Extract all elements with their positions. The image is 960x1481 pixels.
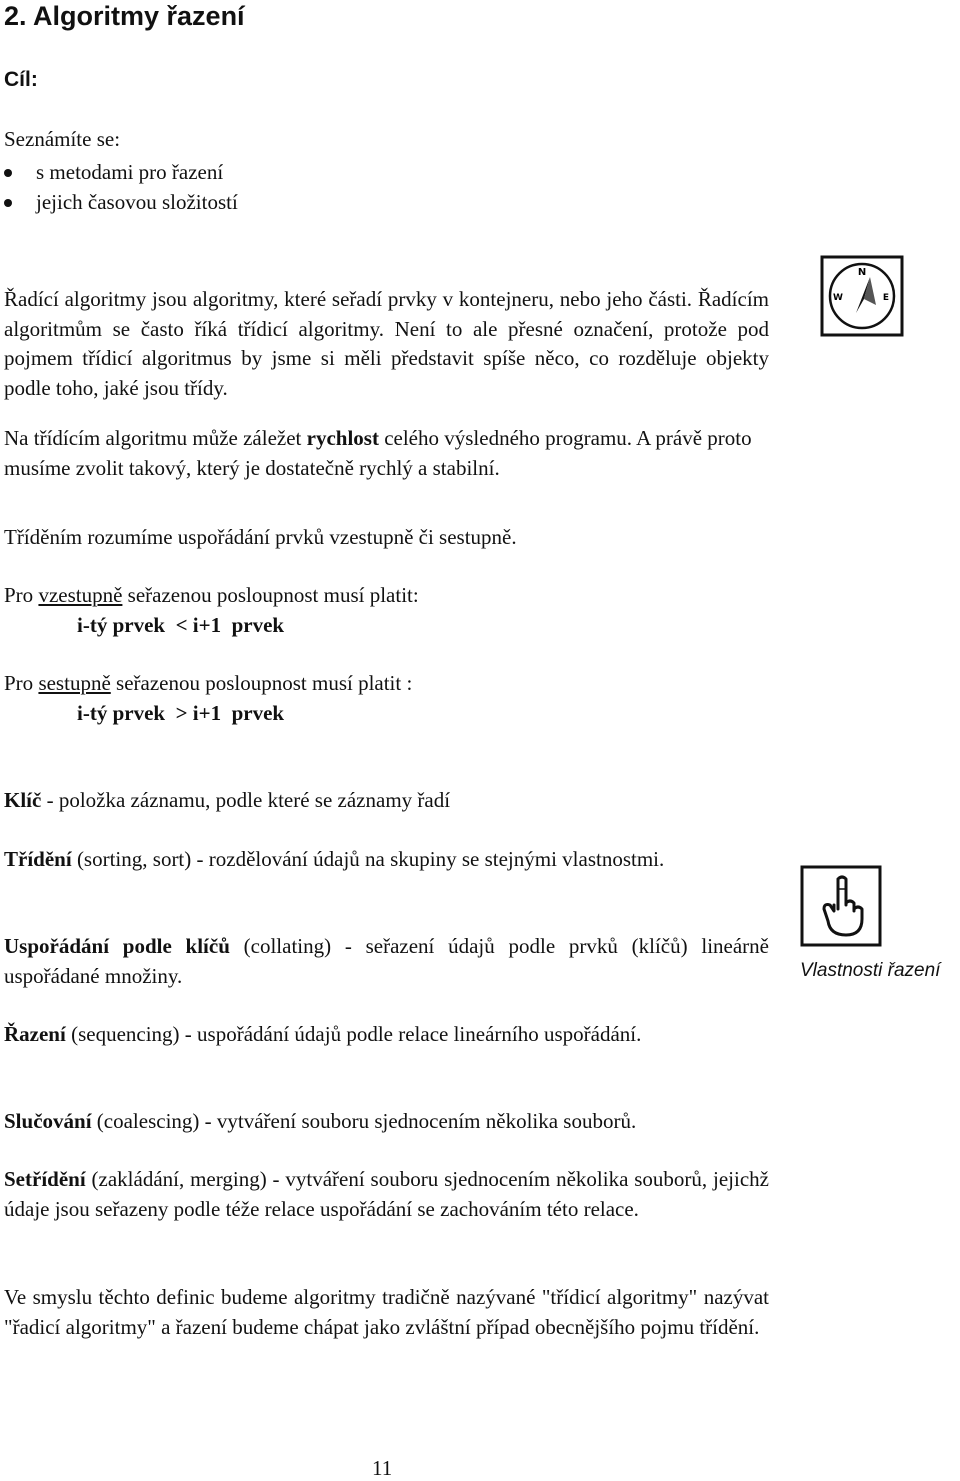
definition-coalescing: Slučování (coalescing) - vytváření souboru sjednocením několika souborů. bbox=[4, 1109, 637, 1133]
definition-merging: Setřídění (zakládání, merging) - vytváření souboru sjednocením několika souborů, jejichž údaje jsou seřazeny podle téže relace uspořádání se zachováním této relace. bbox=[4, 1167, 769, 1221]
compass-letter-n: N bbox=[857, 267, 867, 278]
goal-label: Cíl: bbox=[4, 68, 38, 91]
compass-icon bbox=[820, 255, 904, 337]
chapter-heading: 2. Algoritmy řazení bbox=[4, 1, 245, 31]
underlined-word: vzestupně bbox=[38, 583, 123, 607]
definition-term: Třídění bbox=[4, 847, 72, 871]
definition-term: Klíč bbox=[4, 788, 42, 812]
ascending-rule: Pro vzestupně seřazenou posloupnost musí platit: bbox=[4, 583, 419, 607]
definition-term: Uspořádání podle klíčů bbox=[4, 934, 230, 958]
side-note-label: Vlastnosti řazení bbox=[800, 960, 941, 981]
paragraph-sorting: Tříděním rozumíme uspořádání prvků vzestupně či sestupně. bbox=[4, 525, 517, 549]
list-item: jejich časovou složitostí bbox=[0, 187, 600, 217]
definition-collating: Uspořádání podle klíčů (collating) - seřazení údajů podle prvků (klíčů) lineárně uspořádané množiny. bbox=[4, 934, 769, 988]
definition-key: Klíč - položka záznamu, podle které se záznamy řadí bbox=[4, 788, 451, 812]
definition-sorting: Třídění (sorting, sort) - rozdělování údajů na skupiny se stejnými vlastnostmi. bbox=[4, 847, 665, 871]
goal-list bbox=[0, 157, 600, 217]
compass-letter-e: E bbox=[882, 293, 890, 303]
compass-letter-w: W bbox=[833, 293, 843, 303]
descending-rule: Pro sestupně seřazenou posloupnost musí platit : bbox=[4, 671, 413, 695]
underlined-word: sestupně bbox=[38, 671, 111, 695]
page-number: 11 bbox=[372, 1456, 393, 1480]
paragraph-conclusion: Ve smyslu těchto definic budeme algoritmy tradičně nazývané "třídicí algoritmy" nazývat "řadicí algoritmy" a řazení budeme chápat jako zvláštní případ obecnějšího pojmu třídění. bbox=[4, 1285, 769, 1339]
definition-term: Setřídění bbox=[4, 1167, 86, 1191]
bold-term: rychlost bbox=[306, 426, 379, 450]
intro-text: Seznámíte se: bbox=[4, 127, 121, 151]
paragraph-speed: Na třídícím algoritmu může záležet rychlost celého výsledného programu. A právě proto musíme zvolit takový, který je dostatečně rychlý a stabilní. bbox=[4, 426, 752, 480]
definition-term: Řazení bbox=[4, 1022, 66, 1046]
paragraph-intro: Řadící algoritmy jsou algoritmy, které seřadí prvky v kontejneru, nebo jeho části. Řadícím algoritmům se často říká třídicí algoritmy. Není to ale přesné označení, protože pod pojmem třídicí algoritmus by jsme si měli představit spíše něco, co rozděluje objekty podle toho, jaké jsou třídy. bbox=[4, 287, 769, 400]
definition-sequencing: Řazení (sequencing) - uspořádání údajů podle relace lineárního uspořádání. bbox=[4, 1022, 642, 1046]
definition-term: Slučování bbox=[4, 1109, 92, 1133]
ascending-formula: i-tý prvek < i+1 prvek bbox=[77, 613, 285, 637]
descending-formula: i-tý prvek > i+1 prvek bbox=[77, 701, 285, 725]
list-item: s metodami pro řazení bbox=[0, 157, 600, 187]
pointing-hand-icon bbox=[800, 865, 882, 947]
